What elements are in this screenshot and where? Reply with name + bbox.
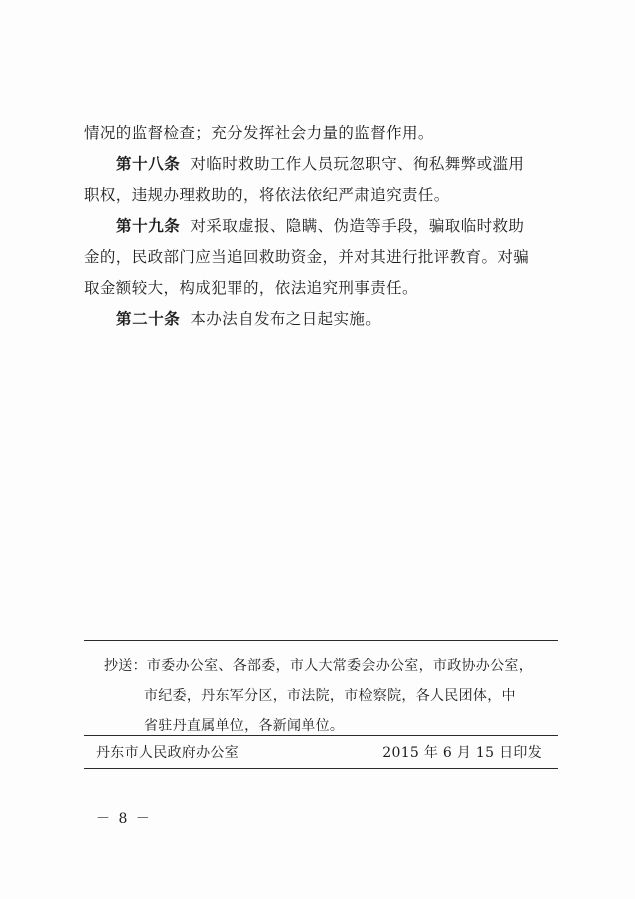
article-20-title: 第二十条 (116, 310, 181, 328)
issue-footer (96, 742, 542, 762)
cc-label: 抄送： (104, 658, 147, 674)
article-19-text: 对采取虚报、隐瞒、伪造等手段，骗取临时救助 (190, 217, 525, 235)
article-19-title: 第十九条 (116, 217, 181, 235)
cc-block (104, 651, 554, 741)
article-18-text: 对临时救助工作人员玩忽职守、徇私舞弊或滥用 (190, 155, 525, 173)
cc-top-rule (84, 640, 558, 641)
page-number: － 8 － (96, 811, 152, 827)
article-18-title: 第十八条 (116, 155, 181, 173)
cc-line: 省驻丹直属单位，各新闻单位。 (144, 718, 345, 734)
article-19-continuation: 金的，民政部门应当追回救助资金，并对其进行批评教育。对骗 (84, 248, 530, 266)
article-19 (84, 211, 559, 242)
cc-recipients: 市委办公室、各部委，市人大常委会办公室，市政协办公室， (146, 658, 534, 674)
issue-date: 2015 年 6 月 15 日印发 (382, 745, 542, 761)
article-20 (84, 304, 559, 335)
article-20-text: 本办法自发布之日起实施。 (190, 310, 382, 328)
article-18 (84, 149, 559, 180)
footer-top-rule (84, 735, 558, 736)
issuer-name: 丹东市人民政府办公室 (96, 745, 239, 761)
body-line: 情况的监督检查；充分发挥社会力量的监督作用。 (84, 124, 434, 142)
cc-line: 市纪委，丹东军分区，市法院，市检察院，各人民团体，中 (144, 688, 516, 704)
document-body (84, 118, 559, 335)
article-18-continuation: 职权，违规办理救助的，将依法依纪严肃追究责任。 (84, 186, 450, 204)
footer-bottom-rule (84, 768, 558, 769)
article-19-continuation: 取金额较大，构成犯罪的，依法追究刑事责任。 (84, 279, 418, 297)
cc-line (104, 651, 554, 681)
